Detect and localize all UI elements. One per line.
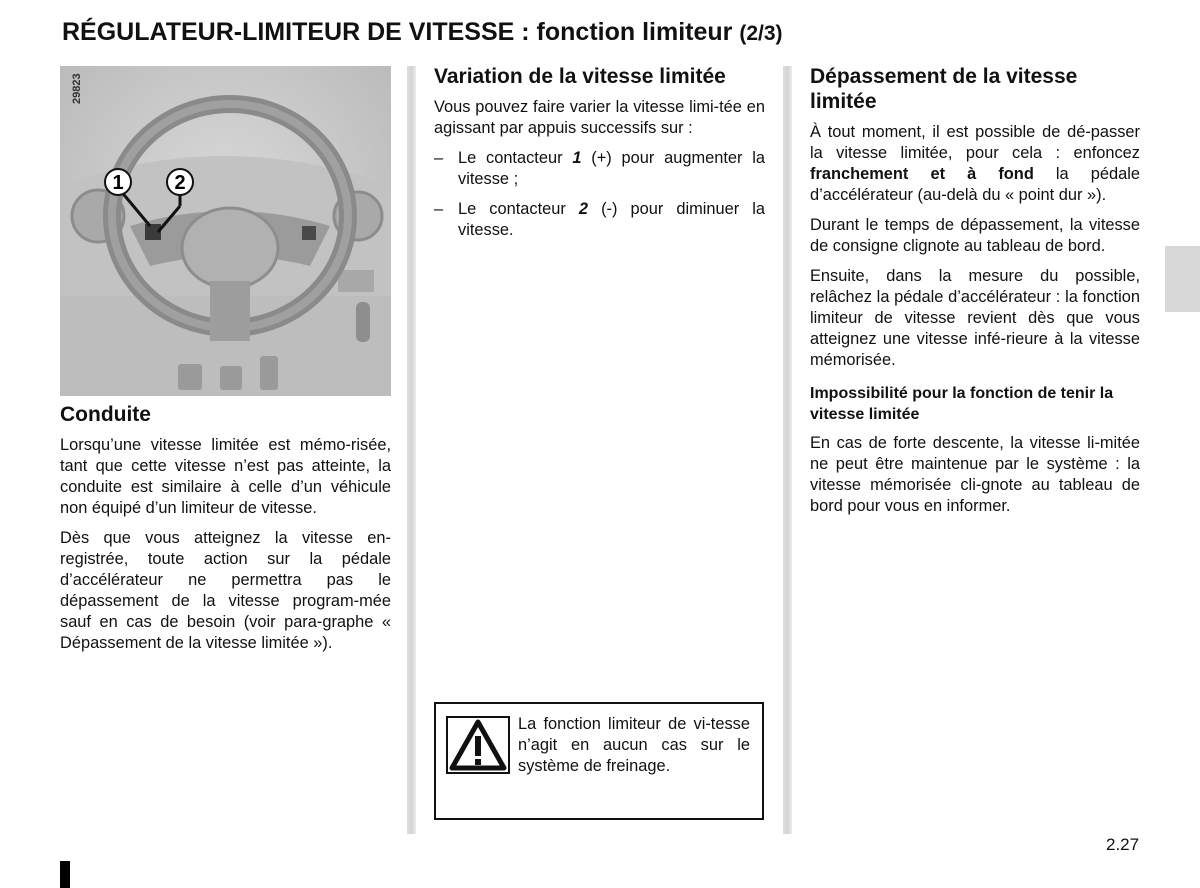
bullet-dash: –	[434, 149, 444, 167]
steering-wheel-figure	[60, 66, 391, 396]
column-divider-left	[407, 66, 416, 834]
conduite-paragraph-1: Lorsqu’une vitesse limitée est mémo-risée, tant que cette vitesse n’est pas atteinte, la conduite est similaire à celle d’un véhicule non équipé d’un limiteur de vitesse.	[60, 436, 391, 517]
contactor-sign: (+)	[591, 149, 612, 167]
contactor-sign: (-)	[601, 200, 618, 218]
column-divider-right	[783, 66, 792, 834]
corner-mark	[60, 861, 70, 888]
emphasis-text: franchement et à fond	[810, 165, 1034, 183]
section-heading-variation: Variation de la vitesse limitée	[434, 65, 726, 88]
contactor-list	[434, 148, 765, 241]
warning-box	[434, 702, 764, 820]
section-tab	[1165, 246, 1200, 312]
text-run: la pédale d’accélérateur (au-delà du « point dur »).	[810, 165, 1140, 204]
callout-2: 2	[174, 172, 186, 194]
page-title	[62, 18, 783, 47]
bullet-text: pour diminuer la vitesse.	[458, 200, 766, 239]
warning-text: La fonction limiteur de vi-tesse n’agit en aucun cas sur le système de freinage.	[518, 715, 750, 775]
bullet-text: pour augmenter la vitesse ;	[458, 149, 765, 188]
section-heading-depassement: Dépassement de la vitesse limitée	[810, 65, 1078, 113]
subheading-impossibilite: Impossibilité pour la fonction de tenir la vitesse limitée	[810, 385, 1114, 423]
list-item	[434, 148, 765, 190]
warning-triangle-icon	[446, 716, 510, 779]
right-column	[810, 64, 1140, 526]
callout-1: 1	[112, 172, 124, 194]
page-fraction: (2/3)	[739, 22, 783, 45]
bullet-text: Le contacteur	[458, 149, 573, 167]
left-column	[60, 66, 391, 663]
contactor-number: 2	[578, 200, 588, 218]
impossibilite-paragraph: En cas de forte descente, la vitesse li-mitée ne peut être maintenue par le système : la vitesse mémorisée cli-gnote au tableau de bord pour vous en informer.	[810, 434, 1140, 515]
page-title-text: RÉGULATEUR-LIMITEUR DE VITESSE : fonction limiteur	[62, 18, 733, 46]
depassement-paragraph-1	[810, 122, 1140, 206]
section-heading-conduite: Conduite	[60, 403, 151, 426]
depassement-paragraph-2: Durant le temps de dépassement, la vitesse de consigne clignote au tableau de bord.	[810, 216, 1140, 255]
text-run: À tout moment, il est possible de dé-passer la vitesse limitée, pour cela : enfoncez	[810, 123, 1140, 162]
list-item	[434, 199, 765, 241]
steering-wheel-illustration	[60, 66, 391, 396]
contactor-number: 1	[572, 149, 582, 167]
variation-intro: Vous pouvez faire varier la vitesse limi-tée en agissant par appuis successifs sur :	[434, 98, 765, 137]
depassement-paragraph-3: Ensuite, dans la mesure du possible, relâchez la pédale d’accélérateur : la fonction limiteur de vitesse revient dès que vous atteignez une vitesse infé-rieure à la vitesse mémorisée.	[810, 267, 1140, 369]
figure-ref-number: 29823	[71, 73, 83, 104]
bullet-text: Le contacteur	[458, 200, 579, 218]
page-number: 2.27	[1106, 835, 1140, 854]
bullet-dash: –	[434, 200, 444, 218]
middle-column	[434, 64, 765, 250]
conduite-paragraph-2: Dès que vous atteignez la vitesse en-registrée, toute action sur la pédale d’accélérateur ne permettra pas le dépassement de la vitesse program-mée sauf en cas de besoin (voir para-graphe « Dépassement de la vitesse limitée »).	[60, 529, 391, 652]
